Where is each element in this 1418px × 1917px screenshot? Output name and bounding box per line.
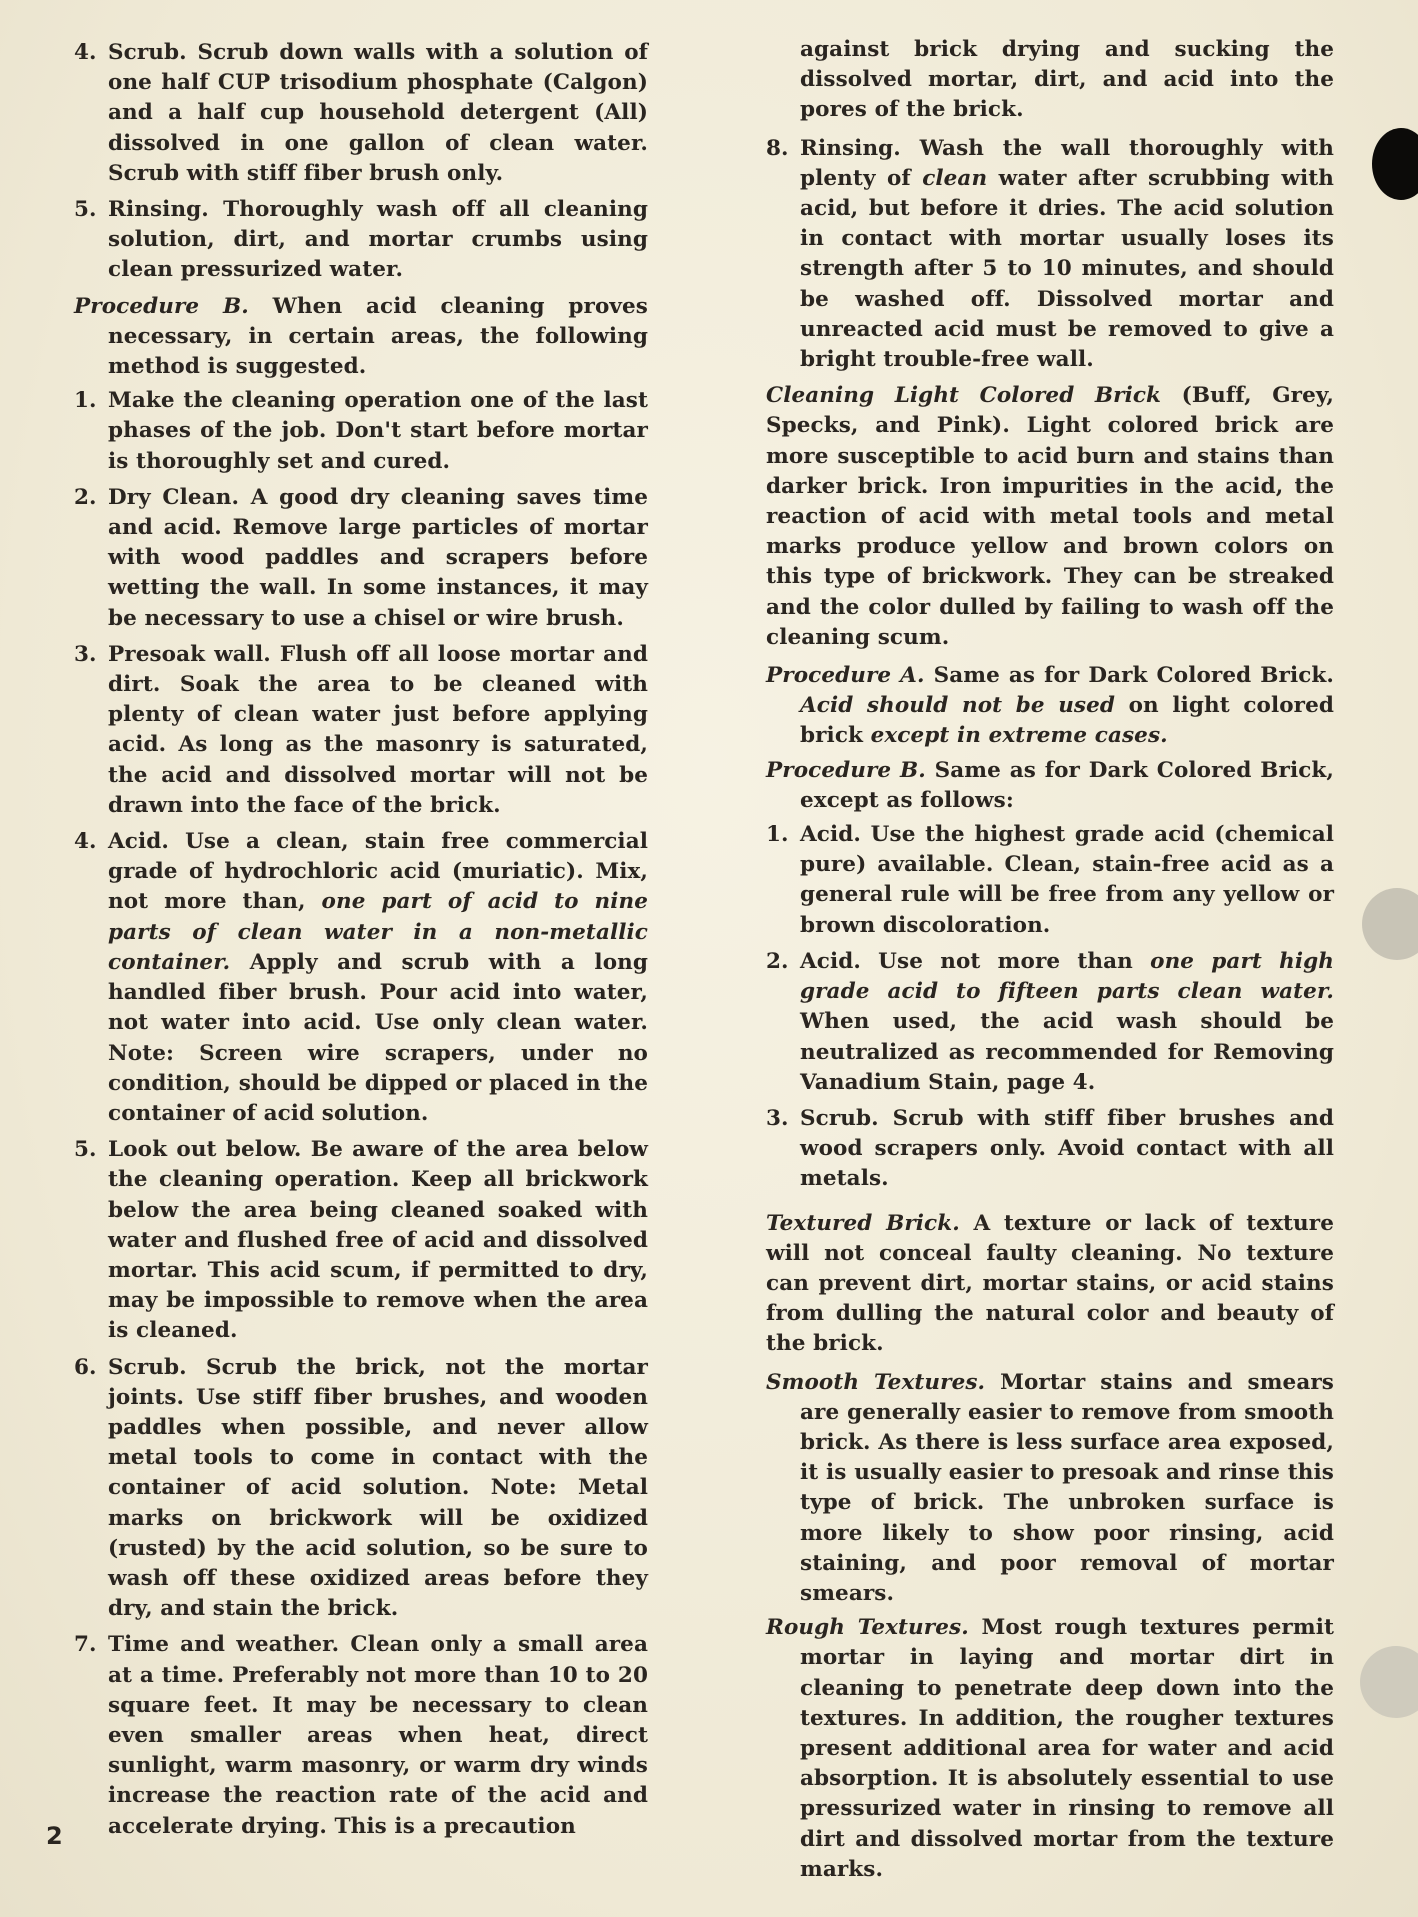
punch-hole xyxy=(1372,128,1418,200)
procedure-a: Procedure A. Same as for Dark Colored Brick. Acid should not be used on light colored brick except in extreme cases. xyxy=(766,663,1334,749)
list-item: 1. Acid. Use the highest grade acid (chemical pure) available. Clean, stain-free acid as a general rule will be free from any yellow or brown discoloration. xyxy=(766,822,1334,938)
textured-brick-section: Textured Brick. A texture or lack of texture will not conceal faulty cleaning. No texture can prevent dirt, mortar stains, or acid stains from dulling the natural color and beauty of the brick. xyxy=(766,1210,1334,1357)
left-column xyxy=(74,38,648,1848)
list-item: 5. Look out below. Be aware of the area below the cleaning operation. Keep all brickwork below the area being cleaned soaked with water and flushed free of acid and dissolved mortar. This acid scum, if permitted to dry, may be impossible to remove when the area is cleaned. xyxy=(74,1137,648,1344)
list-item: 3. Scrub. Scrub with stiff fiber brushes and wood scrapers only. Avoid contact with all metals. xyxy=(766,1105,1334,1192)
list-item: 6. Scrub. Scrub the brick, not the mortar joints. Use stiff fiber brushes, and wooden paddles when possible, and never allow metal tools to come in contact with the container of acid solution. Note: Metal marks on brickwork will be oxidized (rusted) by the acid solution, so be sure to wash off these oxidized areas before they dry, and stain the brick. xyxy=(74,1354,648,1622)
continued-text: against brick drying and sucking the dissolved mortar, dirt, and acid into the pores of the brick. xyxy=(800,37,1334,123)
smooth-textures: Smooth Textures. Mortar stains and smears are generally easier to remove from smooth brick. As there is less surface area exposed, it is usually easier to presoak and rinse this type of brick. The unbroken surface is more likely to show poor rinsing, acid staining, and poor removal of mortar smears. xyxy=(766,1369,1334,1606)
item-text: Rinsing. Thoroughly wash off all cleaning solution, dirt, and mortar crumbs using clean pressurized water. xyxy=(108,197,648,283)
punch-hole xyxy=(1362,888,1418,960)
list-item: 1. Make the cleaning operation one of the last phases of the job. Don't start before mortar is thoroughly set and cured. xyxy=(74,388,648,474)
list-item: 4. Acid. Use a clean, stain free commercial grade of hydrochloric acid (muriatic). Mix, not more than, one part of acid to nine parts of clean water in a non-metallic container. Apply and scrub with a long handled fiber brush. Pour acid into water, not water into acid. Use only clean water. Note: Screen wire scrapers, under no condition, should be dipped or placed in the container of acid solution. xyxy=(74,829,648,1126)
light-brick-section: Cleaning Light Colored Brick (Buff, Grey, Specks, and Pink). Light colored brick are more susceptible to acid burn and stains than darker brick. Iron impurities in the acid, the reaction of acid with metal tools and metal marks produce yellow and brown colors on this type of brickwork. They can be streaked and the color dulled by failing to wash off the cleaning scum. xyxy=(766,383,1334,650)
page-number: 2 xyxy=(46,1822,63,1850)
list-item: 2. Dry Clean. A good dry cleaning saves time and acid. Remove large particles of mortar with wood paddles and scrapers before wetting the wall. In some instances, it may be necessary to use a chisel or wire brush. xyxy=(74,484,648,631)
section-heading: Textured Brick. xyxy=(766,1210,960,1236)
list-item: 7. Time and weather. Clean only a small area at a time. Preferably not more than 10 to 20 square feet. It may be necessary to clean even smaller areas when heat, direct sunlight, warm masonry, or warm dry winds increase the reaction rate of the acid and accelerate drying. This is a precaution xyxy=(74,1632,648,1839)
right-column xyxy=(766,35,1334,1889)
list-item: 5. Rinsing. Thoroughly wash off all cleaning solution, dirt, and mortar crumbs using clean pressurized water. xyxy=(74,197,648,283)
procedure-b: Procedure B. Same as for Dark Colored Brick, except as follows: xyxy=(766,757,1335,813)
section-heading: Cleaning Light Colored Brick xyxy=(766,383,1162,409)
rough-textures: Rough Textures. Most rough textures permit mortar in laying and mortar dirt in cleaning to penetrate deep down into the textures. In addition, the rougher textures present additional area for water and acid absorption. It is absolutely essential to use pressurized water in rinsing to remove all dirt and dissolved mortar from the texture marks. xyxy=(766,1615,1334,1882)
list-item: 4. Scrub. Scrub down walls with a solution of one half CUP trisodium phosphate (Calgon) and a half cup household detergent (All) dissolved in one gallon of clean water. Scrub with stiff fiber brush only. xyxy=(74,40,648,186)
item-text: Scrub. Scrub down walls with a solution of one half CUP trisodium phosphate (Calgon) and a half cup household detergent (All) dissolved in one gallon of clean water. Scrub with stiff fiber brush only. xyxy=(108,40,648,186)
procedure-b-intro: Procedure B. When acid cleaning proves necessary, in certain areas, the following method is suggested. xyxy=(74,293,648,380)
list-item: 8. Rinsing. Wash the wall thoroughly with plenty of clean water after scrubbing with acid, but before it dries. The acid solution in contact with mortar usually loses its strength after 5 to 10 minutes, and should be washed off. Dissolved mortar and unreacted acid must be removed to give a bright trouble-free wall. xyxy=(766,135,1334,373)
list-item: 2. Acid. Use not more than one part high grade acid to fifteen parts clean water. When used, the acid wash should be neutralized as recommended for Removing Vanadium Stain, page 4. xyxy=(766,948,1335,1095)
punch-hole xyxy=(1360,1646,1418,1718)
list-item: 3. Presoak wall. Flush off all loose mortar and dirt. Soak the area to be cleaned with plenty of clean water just before applying acid. As long as the masonry is saturated, the acid and dissolved mortar will not be drawn into the face of the brick. xyxy=(74,641,648,818)
procedure-label: Procedure B. xyxy=(74,293,249,319)
